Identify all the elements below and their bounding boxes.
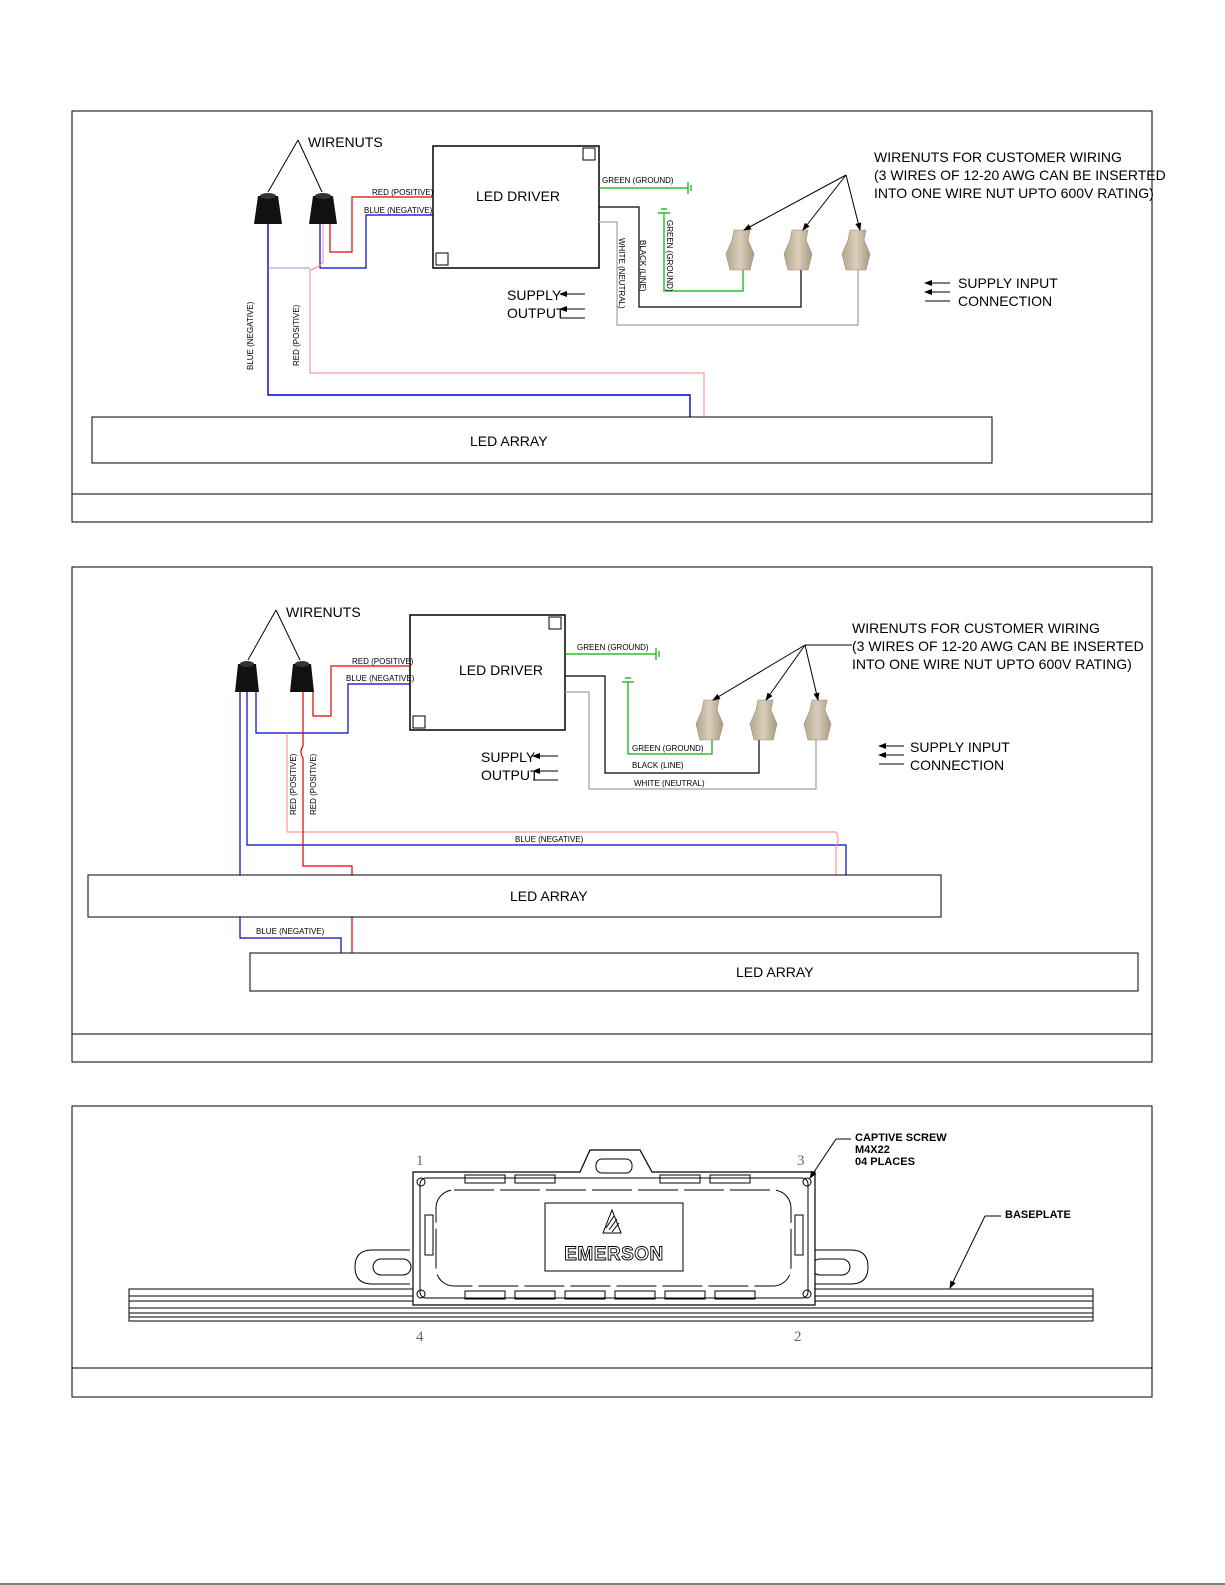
wirenut-tan-icon	[750, 700, 777, 740]
black-line-wire	[565, 676, 759, 773]
blue-wire	[256, 684, 410, 733]
captive-screw-label-1: CAPTIVE SCREW	[855, 1132, 947, 1144]
ground-icon	[658, 209, 670, 213]
customer-wiring-line-3: INTO ONE WIRE NUT UPTO 600V RATING)	[852, 656, 1132, 672]
wirenut-tan-icon	[804, 700, 831, 740]
customer-wiring-leader	[713, 645, 805, 700]
wirenut-leader	[248, 610, 276, 660]
white-neutral-label: WHITE (NEUTRAL)	[634, 779, 705, 788]
led-array-label: LED ARRAY	[470, 433, 548, 449]
led-array-label-1: LED ARRAY	[510, 888, 588, 904]
output-label: OUTPUT	[507, 305, 565, 321]
wirenut-tan-icon	[726, 230, 754, 270]
blue-negative-label: BLUE (NEGATIVE)	[346, 674, 415, 683]
blue-negative-vertical-label: BLUE (NEGATIVE)	[246, 301, 255, 370]
corner-number-1: 1	[416, 1153, 424, 1169]
red-positive-vertical-label: RED (POSITIVE)	[292, 304, 301, 366]
captive-screw-leader	[810, 1139, 836, 1178]
corner-number-4: 4	[416, 1329, 424, 1345]
connection-label: CONNECTION	[910, 757, 1005, 773]
red-positive-label: RED (POSITIVE)	[352, 657, 414, 666]
wirenuts-label: WIRENUTS	[286, 604, 361, 620]
white-neutral-wire	[599, 222, 858, 325]
customer-wiring-line-3: INTO ONE WIRE NUT UPTO 600V RATING)	[874, 185, 1154, 201]
wirenuts-label: WIRENUTS	[308, 134, 383, 150]
blue-negative-long-label: BLUE (NEGATIVE)	[515, 835, 584, 844]
blue-wire	[320, 215, 433, 268]
baseplate-label: BASEPLATE	[1005, 1209, 1071, 1221]
green-ground-label-2: GREEN (GROUND)	[632, 744, 704, 753]
mounting-tab-left	[355, 1250, 410, 1284]
led-array-box-2	[250, 953, 1138, 991]
led-driver-box	[433, 146, 599, 268]
connection-label: CONNECTION	[958, 293, 1053, 309]
green-ground-label: GREEN (GROUND)	[602, 176, 674, 185]
diagram-dual-array	[72, 567, 1152, 1062]
wirenut-black-icon	[309, 193, 337, 224]
supply-label: SUPPLY	[507, 287, 562, 303]
wirenut-tan-icon	[696, 700, 723, 740]
black-line-wire	[599, 207, 801, 307]
ground-icon	[688, 182, 691, 194]
emerson-brand-text: EMERSON	[564, 1244, 664, 1265]
white-neutral-label: WHITE (NEUTRAL)	[617, 238, 626, 309]
customer-wiring-leader	[803, 175, 846, 230]
supply-input-label: SUPPLY INPUT	[958, 275, 1058, 291]
mounting-tab-right	[812, 1250, 868, 1284]
blue-negative-lower-label: BLUE (NEGATIVE)	[256, 927, 325, 936]
black-line-label: BLACK (LINE)	[632, 761, 684, 770]
diagram-mounting	[72, 1106, 1152, 1397]
customer-wiring-leader	[744, 175, 846, 230]
customer-wiring-leader	[766, 645, 805, 700]
green-ground-label: GREEN (GROUND)	[577, 643, 649, 652]
red-positive-vertical-label-2: RED (POSITIVE)	[309, 753, 318, 815]
diagram-single-array	[72, 111, 1166, 522]
supply-input-label: SUPPLY INPUT	[910, 739, 1010, 755]
wirenut-tan-icon	[784, 230, 812, 270]
wirenut-black-icon	[254, 193, 282, 224]
corner-number-3: 3	[797, 1153, 805, 1169]
led-driver-label: LED DRIVER	[459, 662, 544, 678]
red-positive-vertical-label-1: RED (POSITIVE)	[289, 753, 298, 815]
red-wire-to-array-1	[287, 733, 838, 875]
customer-wiring-leader	[846, 175, 860, 230]
led-array-label-2: LED ARRAY	[736, 964, 814, 980]
wirenut-leader	[268, 140, 298, 192]
customer-wiring-leader	[805, 645, 818, 700]
supply-label: SUPPLY	[481, 749, 536, 765]
output-label: OUTPUT	[481, 767, 539, 783]
wirenut-tan-icon	[842, 230, 870, 270]
corner-number-2: 2	[794, 1329, 802, 1345]
white-neutral-wire	[565, 692, 816, 789]
customer-wiring-line-1: WIRENUTS FOR CUSTOMER WIRING	[874, 149, 1122, 165]
wirenut-black-icon	[290, 661, 314, 692]
green-ground-vertical-label: GREEN (GROUND)	[665, 220, 674, 292]
captive-screw-label-3: 04 PLACES	[855, 1156, 915, 1168]
captive-screw-label-2: M4X22	[855, 1144, 890, 1156]
customer-wiring-line-1: WIRENUTS FOR CUSTOMER WIRING	[852, 620, 1100, 636]
led-driver-label: LED DRIVER	[476, 188, 561, 204]
customer-wiring-line-2: (3 WIRES OF 12-20 AWG CAN BE INSERTED	[852, 638, 1144, 654]
wirenut-black-icon	[235, 661, 259, 692]
ground-icon	[656, 648, 659, 660]
blue-negative-label: BLUE (NEGATIVE)	[364, 206, 433, 215]
baseplate-leader	[950, 1216, 985, 1288]
ground-icon	[622, 678, 634, 682]
black-line-label: BLACK (LINE)	[638, 240, 647, 292]
red-positive-label: RED (POSITIVE)	[372, 188, 434, 197]
customer-wiring-line-2: (3 WIRES OF 12-20 AWG CAN BE INSERTED	[874, 167, 1166, 183]
